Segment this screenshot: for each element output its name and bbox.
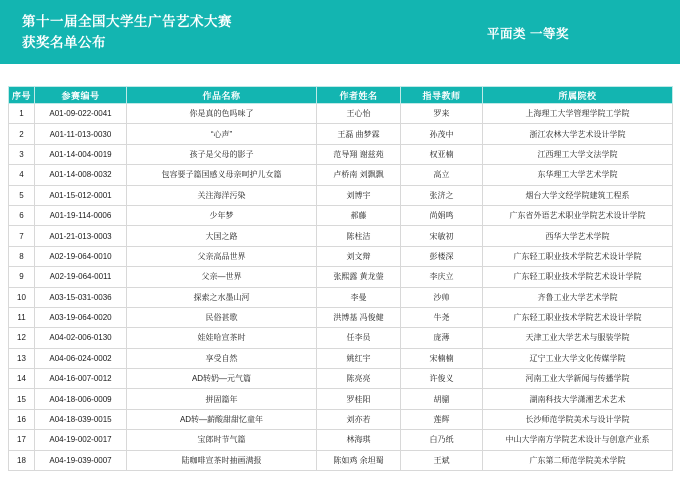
cell-school: 长沙师范学院美术与设计学院 bbox=[483, 409, 673, 429]
cell-index: 5 bbox=[9, 185, 35, 205]
cell-author: 刘文辩 bbox=[317, 246, 401, 266]
cell-advisor: 牛尧 bbox=[401, 307, 483, 327]
cell-author: 姚红宇 bbox=[317, 348, 401, 368]
table-row bbox=[9, 328, 673, 348]
table-row bbox=[9, 430, 673, 450]
cell-index: 17 bbox=[9, 430, 35, 450]
cell-school: 广东轻工职业技术学院艺术设计学院 bbox=[483, 267, 673, 287]
cell-entry-number: A01-09-022-0041 bbox=[35, 104, 127, 124]
table-row bbox=[9, 185, 673, 205]
cell-school: 广东轻工职业技术学院艺术设计学院 bbox=[483, 307, 673, 327]
cell-work-title: 少年梦 bbox=[127, 205, 317, 225]
cell-entry-number: A01-14-008-0032 bbox=[35, 165, 127, 185]
cell-advisor: 白乃纸 bbox=[401, 430, 483, 450]
cell-school: 东华理工大学艺术学院 bbox=[483, 165, 673, 185]
cell-author: 李曼 bbox=[317, 287, 401, 307]
cell-advisor: 莲辉 bbox=[401, 409, 483, 429]
cell-author: 张熙露 黄龙蓥 bbox=[317, 267, 401, 287]
cell-index: 1 bbox=[9, 104, 35, 124]
cell-author: 王磊 曲梦霖 bbox=[317, 124, 401, 144]
cell-work-title: 民俗甚歌 bbox=[127, 307, 317, 327]
cell-entry-number: A01-14-004-0019 bbox=[35, 144, 127, 164]
cell-entry-number: A03-15-031-0036 bbox=[35, 287, 127, 307]
table-row bbox=[9, 450, 673, 470]
cell-advisor: 庞薄 bbox=[401, 328, 483, 348]
cell-school: 中山大学南方学院艺术设计与创意产业系 bbox=[483, 430, 673, 450]
table-row bbox=[9, 165, 673, 185]
cell-author: 范导翔 谢兹苑 bbox=[317, 144, 401, 164]
cell-index: 4 bbox=[9, 165, 35, 185]
cell-advisor: 张济之 bbox=[401, 185, 483, 205]
title-line-2: 获奖名单公布 bbox=[22, 35, 106, 50]
cell-entry-number: A04-02-006-0130 bbox=[35, 328, 127, 348]
cell-entry-number: A04-19-039-0007 bbox=[35, 450, 127, 470]
cell-work-title: 包容要子篇国感义母亲呵护儿女篇 bbox=[127, 165, 317, 185]
cell-entry-number: A02-19-064-0010 bbox=[35, 246, 127, 266]
title-line-1: 第十一届全国大学生广告艺术大赛 bbox=[22, 14, 232, 29]
cell-school: 齐鲁工业大学艺术学院 bbox=[483, 287, 673, 307]
cell-advisor: 罗来 bbox=[401, 104, 483, 124]
cell-work-title: AD转—薪酸甜甜忆童年 bbox=[127, 409, 317, 429]
cell-index: 2 bbox=[9, 124, 35, 144]
cell-school: 烟台大学文经学院建筑工程系 bbox=[483, 185, 673, 205]
cell-entry-number: A03-19-064-0020 bbox=[35, 307, 127, 327]
cell-entry-number: A01-21-013-0003 bbox=[35, 226, 127, 246]
cell-work-title: 你是真的色吗味了 bbox=[127, 104, 317, 124]
cell-author: 陈柱洁 bbox=[317, 226, 401, 246]
cell-index: 15 bbox=[9, 389, 35, 409]
cell-index: 9 bbox=[9, 267, 35, 287]
cell-index: 6 bbox=[9, 205, 35, 225]
cell-entry-number: A01-15-012-0001 bbox=[35, 185, 127, 205]
cell-work-title: 娃娃哈宣茶时 bbox=[127, 328, 317, 348]
cell-index: 12 bbox=[9, 328, 35, 348]
table-row bbox=[9, 389, 673, 409]
column-header-author: 作者姓名 bbox=[317, 87, 401, 104]
cell-work-title: 宝郎时节气篇 bbox=[127, 430, 317, 450]
award-table-container bbox=[0, 64, 680, 471]
cell-work-title: 孩子是父母的影子 bbox=[127, 144, 317, 164]
cell-work-title: 拼固篇年 bbox=[127, 389, 317, 409]
cell-entry-number: A04-19-002-0017 bbox=[35, 430, 127, 450]
cell-school: 西华大学艺术学院 bbox=[483, 226, 673, 246]
cell-author: 林海琪 bbox=[317, 430, 401, 450]
column-header-school: 所属院校 bbox=[483, 87, 673, 104]
cell-school: 广东第二师范学院美术学院 bbox=[483, 450, 673, 470]
award-category: 平面类 一等奖 bbox=[487, 27, 569, 41]
cell-school: 广东轻工职业技术学院艺术设计学院 bbox=[483, 246, 673, 266]
cell-index: 14 bbox=[9, 369, 35, 389]
table-row bbox=[9, 226, 673, 246]
cell-work-title: 关注海洋污染 bbox=[127, 185, 317, 205]
cell-advisor: 宋楠楠 bbox=[401, 348, 483, 368]
cell-school: 辽宁工业大学文化传媒学院 bbox=[483, 348, 673, 368]
page-title bbox=[22, 11, 232, 53]
cell-author: 刘博宇 bbox=[317, 185, 401, 205]
table-row bbox=[9, 144, 673, 164]
table-row bbox=[9, 246, 673, 266]
cell-entry-number: A04-18-006-0009 bbox=[35, 389, 127, 409]
cell-advisor: 胡骝 bbox=[401, 389, 483, 409]
cell-advisor: 宋敏初 bbox=[401, 226, 483, 246]
cell-school: 湖南科技大学潇湘艺术艺术 bbox=[483, 389, 673, 409]
table-header-row bbox=[9, 87, 673, 104]
table-row bbox=[9, 267, 673, 287]
table-row bbox=[9, 104, 673, 124]
cell-entry-number: A04-06-024-0002 bbox=[35, 348, 127, 368]
column-header-index: 序号 bbox=[9, 87, 35, 104]
cell-entry-number: A04-18-039-0015 bbox=[35, 409, 127, 429]
cell-advisor: 尚娟鸣 bbox=[401, 205, 483, 225]
cell-index: 8 bbox=[9, 246, 35, 266]
cell-author: 卢桥南 刘飘飘 bbox=[317, 165, 401, 185]
cell-work-title: 享受自然 bbox=[127, 348, 317, 368]
cell-school: 河南工业大学新闻与传播学院 bbox=[483, 369, 673, 389]
cell-advisor: 王斌 bbox=[401, 450, 483, 470]
cell-advisor: 高立 bbox=[401, 165, 483, 185]
table-row bbox=[9, 124, 673, 144]
cell-work-title: 大国之路 bbox=[127, 226, 317, 246]
cell-advisor: 沙帅 bbox=[401, 287, 483, 307]
table-row bbox=[9, 369, 673, 389]
cell-school: 上海理工大学管理学院工学院 bbox=[483, 104, 673, 124]
cell-work-title: “心声” bbox=[127, 124, 317, 144]
cell-school: 江西理工大学文法学院 bbox=[483, 144, 673, 164]
table-row bbox=[9, 287, 673, 307]
cell-author: 陈亮亮 bbox=[317, 369, 401, 389]
award-table bbox=[8, 86, 673, 471]
cell-entry-number: A04-16-007-0012 bbox=[35, 369, 127, 389]
cell-entry-number: A01-11-013-0030 bbox=[35, 124, 127, 144]
cell-advisor: 彭楼深 bbox=[401, 246, 483, 266]
cell-index: 11 bbox=[9, 307, 35, 327]
cell-index: 3 bbox=[9, 144, 35, 164]
cell-school: 广东省外语艺术职业学院艺术设计学院 bbox=[483, 205, 673, 225]
table-row bbox=[9, 409, 673, 429]
cell-entry-number: A01-19-114-0006 bbox=[35, 205, 127, 225]
header-banner bbox=[0, 0, 680, 64]
cell-work-title: AD转奶—元气篇 bbox=[127, 369, 317, 389]
table-row bbox=[9, 307, 673, 327]
cell-index: 10 bbox=[9, 287, 35, 307]
cell-school: 浙江农林大学艺术设计学院 bbox=[483, 124, 673, 144]
cell-entry-number: A02-19-064-0011 bbox=[35, 267, 127, 287]
award-table-body bbox=[9, 104, 673, 471]
cell-work-title: 探索之水墨山河 bbox=[127, 287, 317, 307]
cell-author: 刘亦若 bbox=[317, 409, 401, 429]
cell-index: 13 bbox=[9, 348, 35, 368]
cell-school: 天津工业大学艺术与服装学院 bbox=[483, 328, 673, 348]
cell-index: 16 bbox=[9, 409, 35, 429]
column-header-entry-number: 参赛编号 bbox=[35, 87, 127, 104]
cell-author: 陈如鸡 余坦蜀 bbox=[317, 450, 401, 470]
cell-work-title: 父亲高品世界 bbox=[127, 246, 317, 266]
cell-advisor: 许俊义 bbox=[401, 369, 483, 389]
cell-work-title: 父亲—世界 bbox=[127, 267, 317, 287]
cell-author: 郝藤 bbox=[317, 205, 401, 225]
cell-work-title: 陆咖啡宣茶时抽画满报 bbox=[127, 450, 317, 470]
table-row bbox=[9, 205, 673, 225]
cell-advisor: 李庆立 bbox=[401, 267, 483, 287]
column-header-work-title: 作品名称 bbox=[127, 87, 317, 104]
cell-author: 罗桂阳 bbox=[317, 389, 401, 409]
table-row bbox=[9, 348, 673, 368]
cell-author: 王心怡 bbox=[317, 104, 401, 124]
cell-advisor: 孙茂中 bbox=[401, 124, 483, 144]
cell-index: 7 bbox=[9, 226, 35, 246]
column-header-advisor: 指导教师 bbox=[401, 87, 483, 104]
cell-advisor: 权亚楠 bbox=[401, 144, 483, 164]
cell-author: 洪博基 冯俊健 bbox=[317, 307, 401, 327]
cell-index: 18 bbox=[9, 450, 35, 470]
cell-author: 任李员 bbox=[317, 328, 401, 348]
